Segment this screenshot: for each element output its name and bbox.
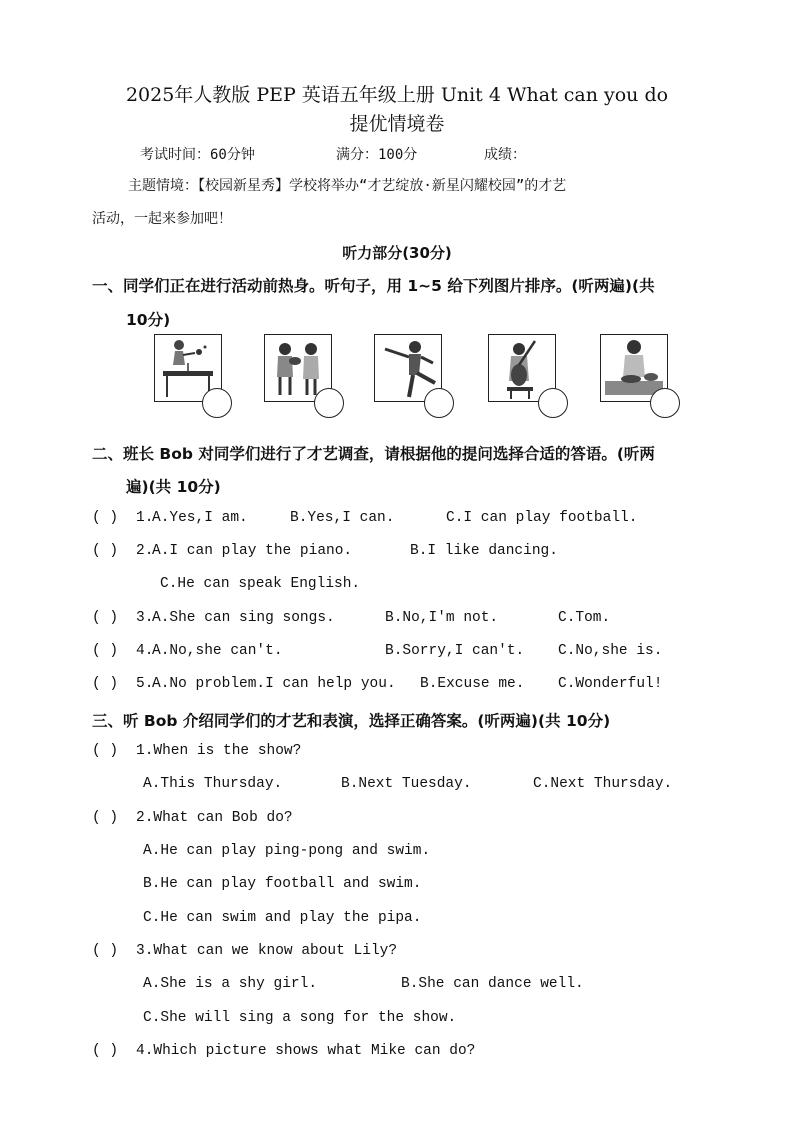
answer-circle-2[interactable] bbox=[314, 388, 344, 418]
section1-heading-cont: 10分) bbox=[126, 311, 171, 329]
exam-time: 考试时间：60分钟 bbox=[140, 147, 255, 163]
option-c: C.I can play football. bbox=[446, 510, 638, 526]
answer-circle-3[interactable] bbox=[424, 388, 454, 418]
option-c: C.Tom. bbox=[558, 610, 611, 626]
answer-blank[interactable]: ( ) bbox=[92, 510, 119, 526]
option-a: A.No,she can't. bbox=[152, 643, 283, 659]
option-b: B.Yes,I can. bbox=[290, 510, 395, 526]
option-b: B.Next Tuesday. bbox=[341, 776, 472, 792]
option-c: C.She will sing a song for the show. bbox=[143, 1010, 457, 1026]
question-stem: 2.What can Bob do? bbox=[136, 810, 293, 826]
listening-section-title: 听力部分(30分) bbox=[342, 244, 452, 262]
option-a: A.Yes,I am. bbox=[152, 510, 248, 526]
question-number: 4. bbox=[136, 643, 154, 659]
option-b: B.She can dance well. bbox=[401, 976, 584, 992]
grade-label: 成绩： bbox=[484, 147, 526, 163]
answer-circle-1[interactable] bbox=[202, 388, 232, 418]
answer-circle-5[interactable] bbox=[650, 388, 680, 418]
option-b: B.Excuse me. bbox=[420, 676, 525, 692]
theme-line-1: 主题情境：【校园新星秀】学校将举办“才艺绽放·新星闪耀校园”的才艺 bbox=[128, 178, 567, 194]
option-c: C.Wonderful! bbox=[558, 676, 663, 692]
answer-circle-4[interactable] bbox=[538, 388, 568, 418]
option-c: C.He can speak English. bbox=[160, 576, 361, 592]
answer-blank[interactable]: ( ) bbox=[92, 643, 119, 659]
question-number: 3. bbox=[136, 610, 154, 626]
option-a: A.She can sing songs. bbox=[152, 610, 335, 626]
question-stem: 1.When is the show? bbox=[136, 743, 302, 759]
answer-blank[interactable]: ( ) bbox=[92, 743, 119, 759]
option-a: A.This Thursday. bbox=[143, 776, 283, 792]
question-stem: 3.What can we know about Lily? bbox=[136, 943, 398, 959]
full-score: 满分：100分 bbox=[336, 147, 418, 163]
option-b: B.I like dancing. bbox=[410, 543, 558, 559]
page-title: 2025年人教版 PEP 英语五年级上册 Unit 4 What can you do bbox=[125, 84, 669, 106]
answer-blank[interactable]: ( ) bbox=[92, 1043, 119, 1059]
option-c: C.Next Thursday. bbox=[533, 776, 673, 792]
answer-blank[interactable]: ( ) bbox=[92, 610, 119, 626]
question-number: 2. bbox=[136, 543, 154, 559]
option-a: A.She is a shy girl. bbox=[143, 976, 318, 992]
section2-heading-cont: 遍)(共 10分) bbox=[126, 478, 221, 496]
answer-blank[interactable]: ( ) bbox=[92, 810, 119, 826]
question-number: 1. bbox=[136, 510, 154, 526]
page-subtitle: 提优情境卷 bbox=[349, 113, 445, 135]
option-c: C.No,she is. bbox=[558, 643, 663, 659]
answer-blank[interactable]: ( ) bbox=[92, 943, 119, 959]
answer-blank[interactable]: ( ) bbox=[92, 676, 119, 692]
option-b: B.No,I'm not. bbox=[385, 610, 499, 626]
option-a: A.He can play ping-pong and swim. bbox=[143, 843, 431, 859]
theme-line-2: 活动，一起来参加吧！ bbox=[92, 211, 232, 227]
section3-heading: 三、听 Bob 介绍同学们的才艺和表演，选择正确答案。(听两遍)(共 10分) bbox=[92, 712, 611, 730]
section2-heading: 二、班长 Bob 对同学们进行了才艺调查，请根据他的提问选择合适的答语。(听两 bbox=[92, 445, 655, 463]
question-number: 5. bbox=[136, 676, 154, 692]
section1-heading: 一、同学们正在进行活动前热身。听句子，用 1~5 给下列图片排序。(听两遍)(共 bbox=[92, 277, 655, 295]
option-b: B.He can play football and swim. bbox=[143, 876, 422, 892]
option-b: B.Sorry,I can't. bbox=[385, 643, 525, 659]
option-a: A.I can play the piano. bbox=[152, 543, 353, 559]
option-c: C.He can swim and play the pipa. bbox=[143, 910, 422, 926]
option-a: A.No problem.I can help you. bbox=[152, 676, 396, 692]
answer-blank[interactable]: ( ) bbox=[92, 543, 119, 559]
question-stem: 4.Which picture shows what Mike can do? bbox=[136, 1043, 476, 1059]
